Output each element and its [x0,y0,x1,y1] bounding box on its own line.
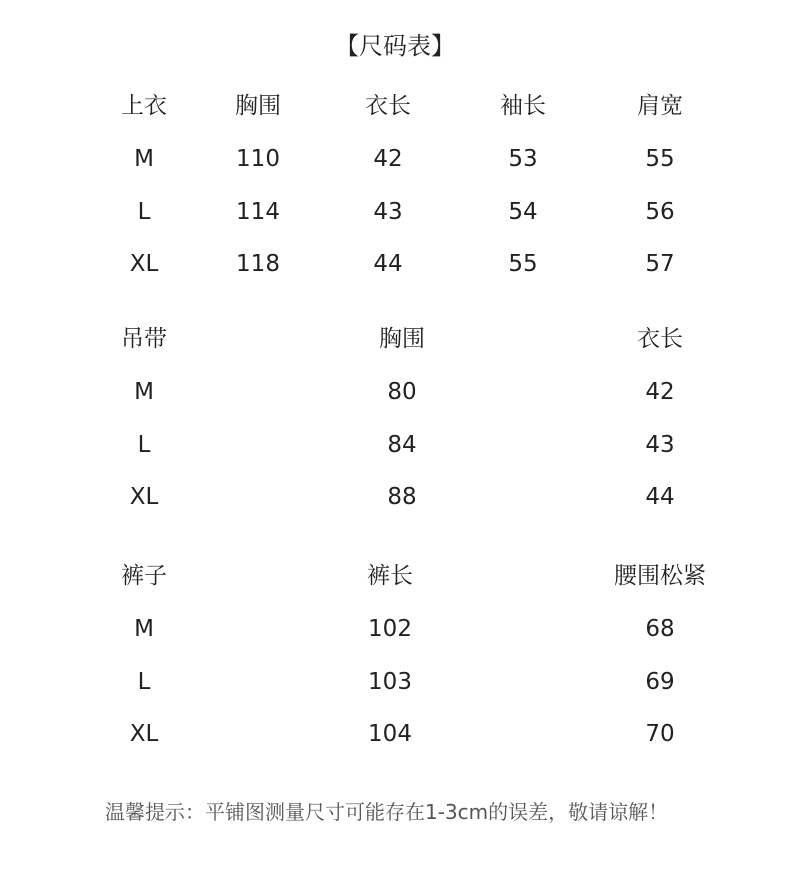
table-cell: 44 [645,484,675,510]
page-title: 【尺码表】 [335,32,455,60]
measurement-note: 温馨提示：平铺图测量尺寸可能存在1-3cm的误差，敬请谅解！ [105,800,669,824]
table-cell: 102 [368,616,412,642]
table-cell: 42 [373,146,403,172]
table-cell: 114 [236,199,280,225]
table-cell: 70 [645,721,675,747]
table-header-cell: 胸围 [235,93,281,119]
table-header-cell: 肩宽 [637,93,683,119]
table-header-cell: 裤子 [121,563,167,589]
size-label: L [137,199,151,225]
table-cell: 54 [508,199,538,225]
size-label: XL [129,721,159,747]
table-cell: 110 [236,146,280,172]
table-cell: 104 [368,721,412,747]
table-cell: 55 [508,251,538,277]
table-cell: 55 [645,146,675,172]
table-cell: 56 [645,199,675,225]
size-label: XL [129,484,159,510]
table-header-cell: 腰围松紧 [614,563,706,589]
table-header-cell: 衣长 [365,93,411,119]
table-header-cell: 衣长 [637,326,683,352]
table-header-cell: 裤长 [367,563,413,589]
table-cell: 80 [387,379,417,405]
table-header-cell: 袖长 [500,93,546,119]
size-label: XL [129,251,159,277]
table-cell: 118 [236,251,280,277]
table-cell: 84 [387,432,417,458]
table-cell: 44 [373,251,403,277]
table-cell: 88 [387,484,417,510]
table-cell: 42 [645,379,675,405]
table-cell: 43 [373,199,403,225]
table-cell: 57 [645,251,675,277]
size-label: M [134,616,154,642]
size-label: M [134,146,154,172]
table-cell: 53 [508,146,538,172]
table-cell: 103 [368,669,412,695]
size-label: L [137,432,151,458]
table-header-cell: 吊带 [121,326,167,352]
table-cell: 68 [645,616,675,642]
table-header-cell: 胸围 [379,326,425,352]
size-label: M [134,379,154,405]
size-label: L [137,669,151,695]
table-cell: 69 [645,669,675,695]
table-cell: 43 [645,432,675,458]
table-header-cell: 上衣 [121,93,167,119]
